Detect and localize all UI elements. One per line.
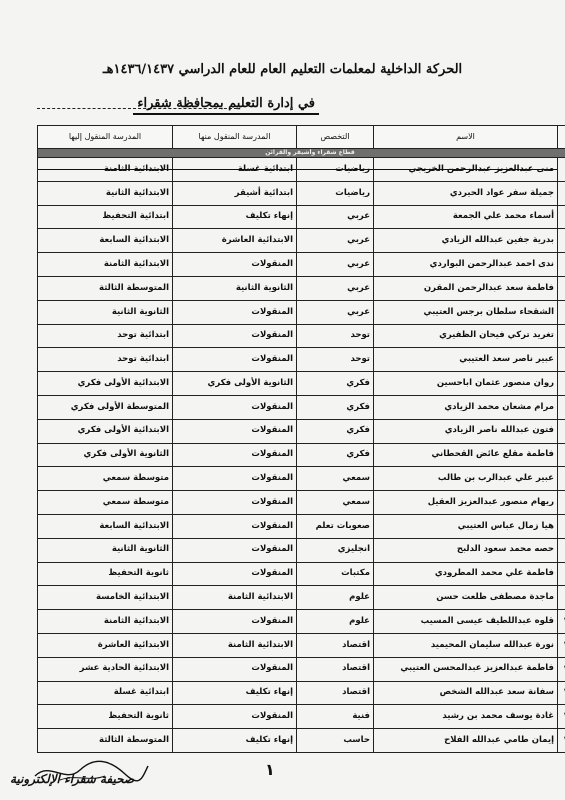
cell-spec: انجليزي xyxy=(297,538,374,562)
cell-num xyxy=(558,586,565,610)
cell-to: الابتدائية الحادية عشر xyxy=(38,657,173,681)
cell-to: الثانوية الأولى فكري xyxy=(38,443,173,467)
cell-name: بدرية جفين عبدالله الزيادي xyxy=(374,229,558,253)
cell-from: إنهاء تكليف xyxy=(173,205,297,229)
cell-text: رياضيات xyxy=(335,163,370,174)
cell-to: المتوسطة الثالثة xyxy=(38,276,173,300)
cell-num xyxy=(558,491,565,515)
cell-to: ابتدائية توحد xyxy=(38,324,173,348)
document-subtitle: في إدارة التعليم بمحافظة شقراء xyxy=(137,96,315,111)
cell-num xyxy=(558,562,565,586)
cell-from xyxy=(173,158,297,182)
cell-num xyxy=(558,253,565,277)
cell-num xyxy=(558,705,565,729)
table-row xyxy=(38,419,565,443)
cell-from: المنقولات xyxy=(173,491,297,515)
cell-from: المنقولات xyxy=(173,300,297,324)
cell-name: جميلة سفر عواد الحيردي xyxy=(374,181,558,205)
cell-spec: توحد xyxy=(297,348,374,372)
cell-text: ابتدائية غسلة xyxy=(237,163,293,174)
table-row xyxy=(38,443,565,467)
page-number: ١ xyxy=(265,760,275,779)
table-row xyxy=(38,395,565,419)
cell-num xyxy=(558,633,565,657)
cell-num xyxy=(558,229,565,253)
table-row xyxy=(38,467,565,491)
cell-spec: اقتصاد xyxy=(297,657,374,681)
cell-name: هيا زمال عباس العتيبي xyxy=(374,514,558,538)
table-row xyxy=(38,562,565,586)
cell-to: المتوسطة الثالثة xyxy=(38,729,173,753)
cell-num xyxy=(558,729,565,753)
header-row xyxy=(38,126,565,149)
cell-name: الشقحاء سلطان برجس العتيبي xyxy=(374,300,558,324)
table-row xyxy=(38,276,565,300)
cell-num xyxy=(558,610,565,634)
cell-name: ندى احمد عبدالرحمن البواردي xyxy=(374,253,558,277)
table-row xyxy=(38,681,565,705)
cell-num xyxy=(558,205,565,229)
table-row xyxy=(38,491,565,515)
table-row xyxy=(38,633,565,657)
cell-name: حصه محمد سعود الدلبح xyxy=(374,538,558,562)
footer-source: صحيفة شقراء الإلكترونية xyxy=(10,772,135,786)
cell-name: روان منصور عثمان اباحسين xyxy=(374,372,558,396)
table-row xyxy=(38,158,565,182)
cell-num xyxy=(558,419,565,443)
col-from-header: المدرسة المنقول منها xyxy=(173,126,297,149)
cell-name: تغريد تركي فيحان الظفيري xyxy=(374,324,558,348)
cell-name: نورة عبدالله سليمان المحيميد xyxy=(374,633,558,657)
cell-name: فاطمة مقلع عائض القحطاني xyxy=(374,443,558,467)
cell-from: المنقولات xyxy=(173,610,297,634)
cell-to: الابتدائية السابعة xyxy=(38,514,173,538)
cell-spec: فكري xyxy=(297,372,374,396)
cell-from: المنقولات xyxy=(173,705,297,729)
cell-from: المنقولات xyxy=(173,324,297,348)
cell-from: الابتدائية الثامنة xyxy=(173,586,297,610)
cell-num xyxy=(558,158,565,182)
strikethrough-line xyxy=(374,169,557,170)
cell-from: إنهاء تكليف xyxy=(173,681,297,705)
cell-name: إيمان طامي عبدالله الفلاح xyxy=(374,729,558,753)
cell-to: الابتدائية الثانية xyxy=(38,181,173,205)
cell-to: الابتدائية السابعة xyxy=(38,229,173,253)
cell-from: المنقولات xyxy=(173,514,297,538)
cell-spec: علوم xyxy=(297,610,374,634)
cell-to: الثانوية الثانية xyxy=(38,538,173,562)
cell-num xyxy=(558,181,565,205)
cell-from: الابتدائية العاشرة xyxy=(173,229,297,253)
cell-num xyxy=(558,657,565,681)
cell-to: ثانوية التحفيظ xyxy=(38,562,173,586)
cell-name: مرام مشعان محمد الزيادي xyxy=(374,395,558,419)
strikethrough-line xyxy=(173,169,296,170)
cell-spec: عربي xyxy=(297,253,374,277)
cell-from: المنقولات xyxy=(173,419,297,443)
cell-spec: توحد xyxy=(297,324,374,348)
transfer-table xyxy=(37,125,565,753)
cell-spec: عربي xyxy=(297,276,374,300)
cell-spec: فكري xyxy=(297,395,374,419)
cell-from: المنقولات xyxy=(173,395,297,419)
table-header xyxy=(38,126,565,149)
table-row xyxy=(38,300,565,324)
cell-name: سفانة سعد عبدالله الشخص xyxy=(374,681,558,705)
table-row xyxy=(38,372,565,396)
cell-name xyxy=(374,158,558,182)
table-row xyxy=(38,657,565,681)
cell-num xyxy=(558,372,565,396)
cell-to: ابتدائية توحد xyxy=(38,348,173,372)
cell-from: المنقولات xyxy=(173,562,297,586)
cell-to xyxy=(38,158,173,182)
col-num-header xyxy=(558,126,565,149)
table-row xyxy=(38,705,565,729)
table-row xyxy=(38,729,565,753)
cell-to: الابتدائية الثامنة xyxy=(38,610,173,634)
cell-to: الابتدائية العاشرة xyxy=(38,633,173,657)
cell-name: عبير علي عبدالرب بن طالب xyxy=(374,467,558,491)
col-to-header: المدرسة المنقول إليها xyxy=(38,126,173,149)
cell-spec: فكري xyxy=(297,443,374,467)
cell-spec: سمعي xyxy=(297,467,374,491)
cell-spec: فنية xyxy=(297,705,374,729)
cell-name: فاطمة علي محمد المطرودي xyxy=(374,562,558,586)
cell-from: المنقولات xyxy=(173,253,297,277)
sector-band: قطاع شقراء وأشيقر والقرائن xyxy=(38,149,565,158)
cell-name: غادة يوسف محمد بن رشيد xyxy=(374,705,558,729)
table-row xyxy=(38,610,565,634)
cell-from: المنقولات xyxy=(173,443,297,467)
cell-from: الابتدائية الثامنة xyxy=(173,633,297,657)
cell-text: منى عبدالعزيز عبدالرحمن الخريجي xyxy=(408,163,554,174)
cell-to: الابتدائية الأولى فكري xyxy=(38,372,173,396)
cell-to: الابتدائية الثامنة xyxy=(38,253,173,277)
table-row xyxy=(38,205,565,229)
sector-band-row xyxy=(38,149,565,158)
table-row xyxy=(38,181,565,205)
cell-spec: صعوبات تعلم xyxy=(297,514,374,538)
strikethrough-line xyxy=(38,169,172,170)
cell-num xyxy=(558,276,565,300)
cell-spec: علوم xyxy=(297,586,374,610)
cell-name: فاطمة عبدالعزيز عبدالمحسن العتيبي xyxy=(374,657,558,681)
cell-to: المتوسطة الأولى فكري xyxy=(38,395,173,419)
cell-to: ابتدائية غسلة xyxy=(38,681,173,705)
cell-num xyxy=(558,300,565,324)
cell-spec: حاسب xyxy=(297,729,374,753)
table-band xyxy=(38,149,565,158)
cell-spec: عربي xyxy=(297,300,374,324)
cell-name: عبير ناصر سعد العتيبي xyxy=(374,348,558,372)
cell-num xyxy=(558,514,565,538)
cell-name: ريهام منصور عبدالعزيز العقيل xyxy=(374,491,558,515)
table-row xyxy=(38,586,565,610)
cell-name: أسماء محمد علي الجمعة xyxy=(374,205,558,229)
table-row xyxy=(38,514,565,538)
cell-name: قلوه عبداللطيف عيسى المسيب xyxy=(374,610,558,634)
cell-name: ماجدة مصطفى طلعت حسن xyxy=(374,586,558,610)
cell-name: فاطمة سعد عبدالرحمن المقرن xyxy=(374,276,558,300)
cell-to: متوسطة سمعي xyxy=(38,467,173,491)
table-row xyxy=(38,253,565,277)
table-row xyxy=(38,324,565,348)
cell-from: الثانوية الأولى فكري xyxy=(173,372,297,396)
table-row xyxy=(38,538,565,562)
cell-text: الابتدائية الثامنة xyxy=(103,163,169,174)
col-name-header: الاسم xyxy=(374,126,558,149)
cell-spec: اقتصاد xyxy=(297,633,374,657)
cell-from: المنقولات xyxy=(173,657,297,681)
cell-to: ثانوية التحفيظ xyxy=(38,705,173,729)
cell-from: المنقولات xyxy=(173,467,297,491)
cell-num xyxy=(558,467,565,491)
table-row xyxy=(38,229,565,253)
cell-spec: عربي xyxy=(297,229,374,253)
cell-spec: سمعي xyxy=(297,491,374,515)
cell-from: المنقولات xyxy=(173,538,297,562)
table-row xyxy=(38,348,565,372)
cell-name: فتون عبدالله ناصر الزيادي xyxy=(374,419,558,443)
cell-spec xyxy=(297,158,374,182)
cell-from: المنقولات xyxy=(173,348,297,372)
col-spec-header: التخصص xyxy=(297,126,374,149)
cell-to: ابتدائية التحفيظ xyxy=(38,205,173,229)
cell-from: ابتدائية أشيقر xyxy=(173,181,297,205)
table-body xyxy=(38,158,565,753)
cell-to: متوسطة سمعي xyxy=(38,491,173,515)
cell-to: الثانوية الثانية xyxy=(38,300,173,324)
cell-from: إنهاء تكليف xyxy=(173,729,297,753)
cell-num xyxy=(558,348,565,372)
cell-spec: مكتبات xyxy=(297,562,374,586)
cell-to: الابتدائية الخامسة xyxy=(38,586,173,610)
cell-num xyxy=(558,395,565,419)
cell-num xyxy=(558,324,565,348)
cell-from: الثانوية الثانية xyxy=(173,276,297,300)
cell-num xyxy=(558,443,565,467)
cell-to: الابتدائية الأولى فكري xyxy=(38,419,173,443)
cell-num xyxy=(558,538,565,562)
strikethrough-line xyxy=(297,169,373,170)
cell-num xyxy=(558,681,565,705)
cell-spec: عربي xyxy=(297,205,374,229)
cell-spec: رياضيات xyxy=(297,181,374,205)
document-title: الحركة الداخلية لمعلمات التعليم العام للعام الدراسي ١٤٣٦/١٤٣٧هـ xyxy=(102,62,463,77)
cell-spec: فكري xyxy=(297,419,374,443)
cell-spec: اقتصاد xyxy=(297,681,374,705)
